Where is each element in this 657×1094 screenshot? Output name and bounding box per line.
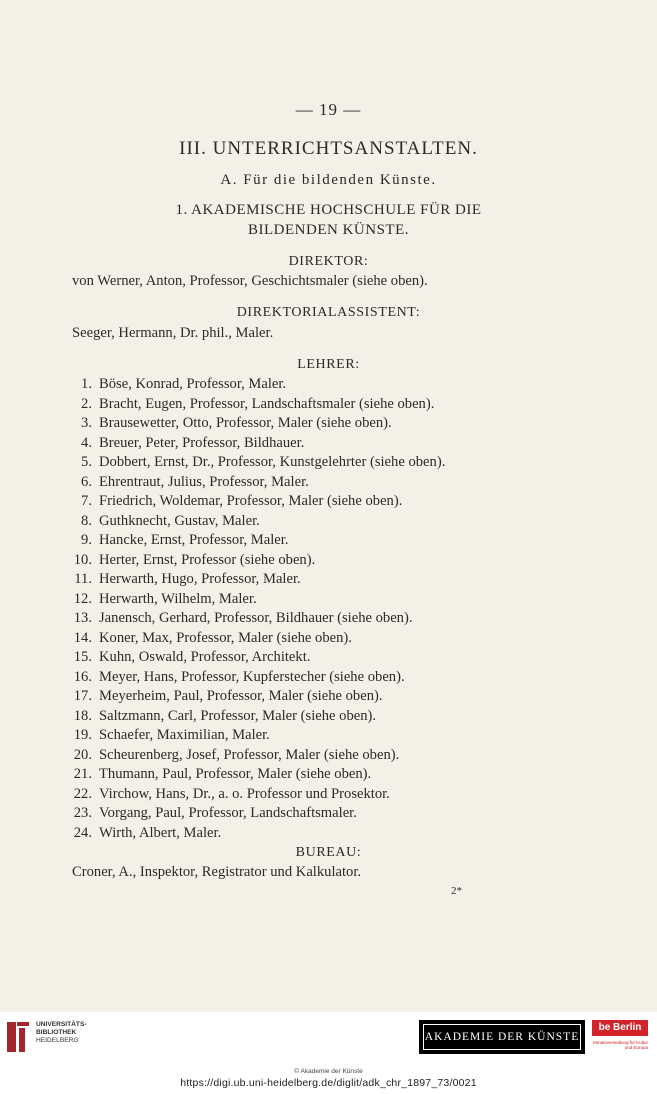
direktor-entry: von Werner, Anton, Professor, Geschichtsmaler (siehe oben). xyxy=(72,273,428,289)
footer xyxy=(0,1012,657,1094)
copyright-notice: © Akademie der Künste xyxy=(294,1068,363,1075)
lehrer-item-text: Bracht, Eugen, Professor, Landschaftsmaler (siehe oben). xyxy=(99,395,435,412)
adk-label: AKADEMIE DER KÜNSTE xyxy=(423,1024,581,1050)
lehrer-item-number: 13. xyxy=(73,610,92,626)
berlin-subtitle: Senatsverwaltung für Kultur und Europa xyxy=(592,1040,648,1050)
library-name: UNIVERSITÄTS- BIBLIOTHEK HEIDELBERG xyxy=(36,1021,87,1044)
lehrer-item-text: Guthknecht, Gustav, Maler. xyxy=(99,512,260,529)
signature-mark: 2* xyxy=(451,885,462,897)
lehrer-item-number: 17. xyxy=(73,688,92,704)
lehrer-item-number: 14. xyxy=(73,629,92,646)
institution-title-line1: 1. AKADEMISCHE HOCHSCHULE FÜR DIE xyxy=(175,202,482,218)
lehrer-item-text: Saltzmann, Carl, Professor, Maler (siehe oben). xyxy=(99,707,377,724)
lehrer-item-number: 2. xyxy=(81,395,92,412)
lehrer-item-text: Vorgang, Paul, Professor, Landschaftsmaler. xyxy=(99,805,357,821)
lehrer-item-number: 8. xyxy=(81,512,92,529)
lehrer-item-number: 1. xyxy=(81,376,92,392)
lehrer-item-number: 10. xyxy=(73,551,92,568)
lehrer-label: LEHRER: xyxy=(297,357,360,372)
lehrer-item-text: Virchow, Hans, Dr., a. o. Professor und Prosektor. xyxy=(99,785,390,802)
lehrer-item-text: Schaefer, Maximilian, Maler. xyxy=(99,727,270,743)
lehrer-item-text: Kuhn, Oswald, Professor, Architekt. xyxy=(99,649,311,665)
library-emblem-icon xyxy=(6,1020,32,1054)
lehrer-item-number: 9. xyxy=(81,532,92,548)
direktor-label: DIREKTOR: xyxy=(288,254,369,269)
lehrer-item-number: 12. xyxy=(73,590,92,607)
lehrer-item-text: Meyer, Hans, Professor, Kupferstecher (siehe oben). xyxy=(99,668,405,685)
lehrer-item-number: 24. xyxy=(73,824,92,841)
lehrer-item-number: 5. xyxy=(81,454,92,470)
lehrer-item-text: Meyerheim, Paul, Professor, Maler (siehe oben). xyxy=(99,688,383,704)
permalink-url[interactable]: https://digi.ub.uni-heidelberg.de/diglit/adk_chr_1897_73/0021 xyxy=(180,1077,477,1089)
bureau-entry: Croner, A., Inspektor, Registrator und Kalkulator. xyxy=(72,864,362,880)
lehrer-item-number: 6. xyxy=(81,473,92,490)
lehrer-item-text: Koner, Max, Professor, Maler (siehe oben). xyxy=(99,629,352,646)
section-title: III. UNTERRICHTSANSTALTEN. xyxy=(179,138,478,159)
akademie-der-kuenste-logo[interactable] xyxy=(419,1020,585,1054)
lehrer-item-text: Hancke, Ernst, Professor, Maler. xyxy=(99,532,289,548)
bureau-label: BUREAU: xyxy=(295,845,362,860)
lehrer-item-text: Breuer, Peter, Professor, Bildhauer. xyxy=(99,434,305,451)
subsection-title: A. Für die bildenden Künste. xyxy=(220,172,437,188)
lehrer-item-number: 19. xyxy=(73,727,92,743)
lehrer-item-number: 23. xyxy=(73,805,92,821)
lehrer-item-number: 11. xyxy=(74,571,92,587)
lehrer-item-text: Friedrich, Woldemar, Professor, Maler (siehe oben). xyxy=(99,493,403,509)
lehrer-item-text: Herwarth, Wilhelm, Maler. xyxy=(99,590,257,607)
page-number: — 19 — xyxy=(295,100,362,119)
lehrer-item-number: 20. xyxy=(73,746,92,763)
lehrer-item-number: 21. xyxy=(73,766,92,782)
lehrer-item-text: Herter, Ernst, Professor (siehe oben). xyxy=(99,551,316,568)
lehrer-item-number: 22. xyxy=(73,785,92,802)
lehrer-item-text: Herwarth, Hugo, Professor, Maler. xyxy=(99,571,301,587)
lehrer-item-number: 7. xyxy=(81,493,92,509)
lehrer-item-text: Böse, Konrad, Professor, Maler. xyxy=(99,376,287,392)
lehrer-item-number: 3. xyxy=(81,415,92,431)
institution-title-line2: BILDENDEN KÜNSTE. xyxy=(248,222,409,238)
lehrer-item-text: Ehrentraut, Julius, Professor, Maler. xyxy=(99,473,309,490)
assistent-entry: Seeger, Hermann, Dr. phil., Maler. xyxy=(72,325,274,341)
assistent-label: DIREKTORIALASSISTENT: xyxy=(236,305,421,320)
lehrer-item-text: Thumann, Paul, Professor, Maler (siehe oben). xyxy=(99,766,372,782)
lehrer-item-text: Wirth, Albert, Maler. xyxy=(99,824,222,841)
lehrer-item-number: 18. xyxy=(73,707,92,724)
lehrer-item-text: Dobbert, Ernst, Dr., Professor, Kunstgelehrter (siehe oben). xyxy=(99,454,446,470)
berlin-logo[interactable] xyxy=(592,1020,648,1056)
lehrer-item-number: 16. xyxy=(73,668,92,685)
lehrer-item-text: Janensch, Gerhard, Professor, Bildhauer (siehe oben). xyxy=(99,610,413,626)
university-library-logo[interactable] xyxy=(6,1020,86,1056)
berlin-brand: be Berlin xyxy=(592,1020,648,1036)
lehrer-item-text: Brausewetter, Otto, Professor, Maler (siehe oben). xyxy=(99,415,392,431)
lehrer-item-number: 4. xyxy=(81,434,92,451)
lehrer-item-number: 15. xyxy=(73,649,92,665)
lehrer-item-text: Scheurenberg, Josef, Professor, Maler (siehe oben). xyxy=(99,746,400,763)
